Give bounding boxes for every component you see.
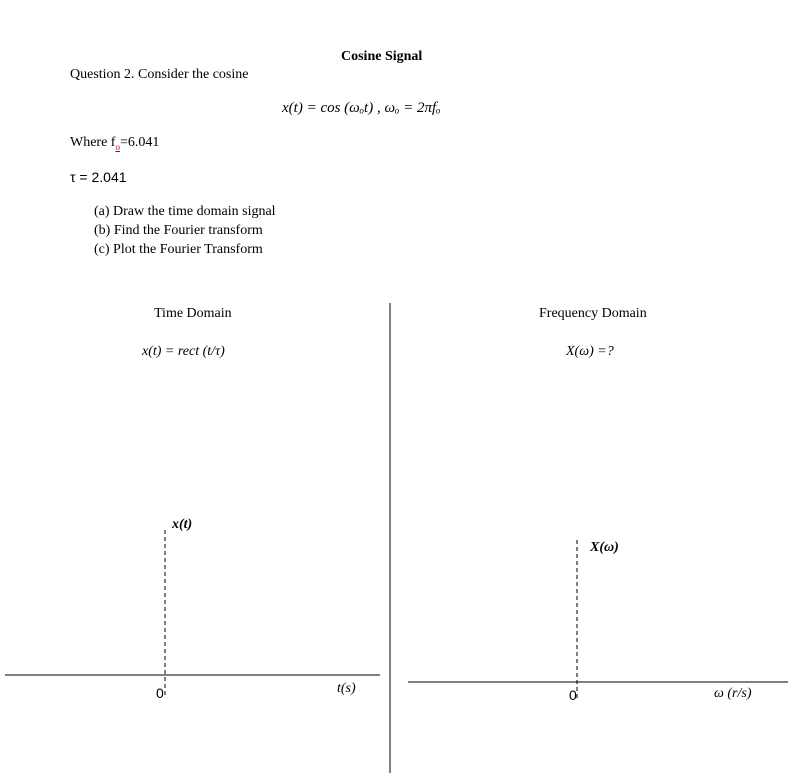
where-value: =6.041 xyxy=(119,135,160,150)
tau-definition: τ = 2.041 xyxy=(70,169,127,185)
page-title: Cosine Signal xyxy=(341,49,423,64)
task-item: (a) Draw the time domain signal xyxy=(94,204,276,219)
question-text: Question 2. Consider the cosine xyxy=(70,67,249,82)
cosine-equation: x(t) = cos (ωₒt) , ωₒ = 2πfₒ xyxy=(282,100,441,116)
frequency-domain-equation: X(ω) =? xyxy=(566,344,614,359)
time-x-label: t(s) xyxy=(337,681,356,696)
task-item: (b) Find the Fourier transform xyxy=(94,223,263,238)
time-domain-equation: x(t) = rect (t/τ) xyxy=(142,344,225,359)
freq-y-label: X(ω) xyxy=(590,540,619,555)
time-domain-title: Time Domain xyxy=(154,306,232,321)
where-prefix: Where f xyxy=(70,135,116,150)
where-subscript: o xyxy=(115,142,120,152)
time-y-label: x(t) xyxy=(172,517,193,532)
freq-x-label: ω (r/s) xyxy=(714,686,752,701)
task-item: (c) Plot the Fourier Transform xyxy=(94,242,263,257)
frequency-domain-title: Frequency Domain xyxy=(539,306,647,321)
time-origin-label: 0 xyxy=(156,685,164,701)
freq-origin-label: 0 xyxy=(569,687,577,703)
